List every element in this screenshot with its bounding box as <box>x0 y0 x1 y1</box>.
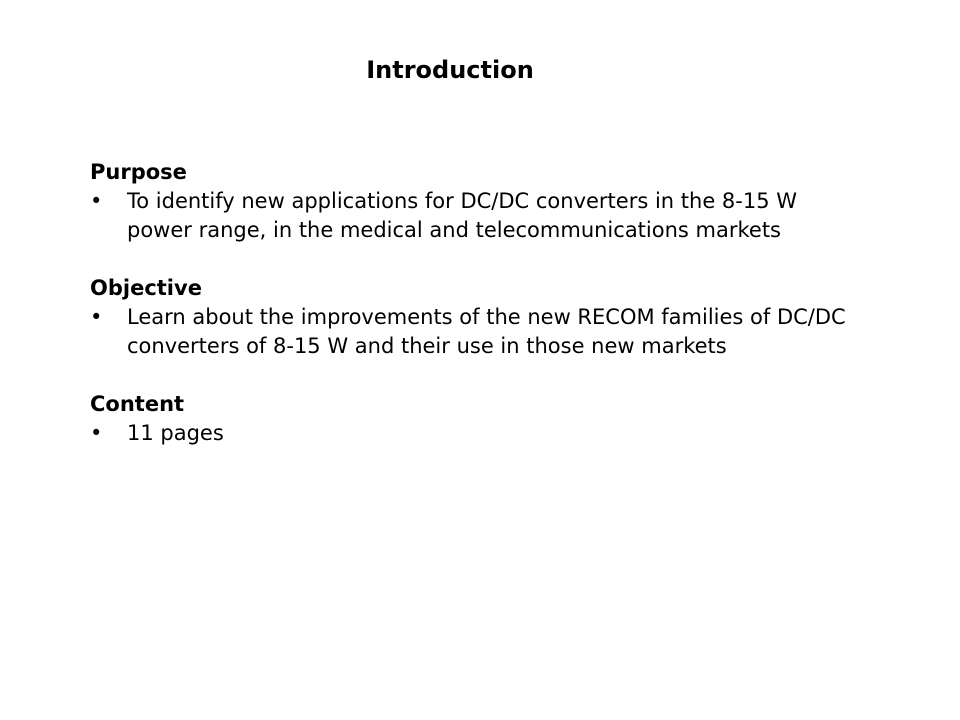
bullet-item-content <box>90 419 850 448</box>
slide-title: Introduction <box>366 56 534 84</box>
bullet-item-objective <box>90 303 850 361</box>
bullet-text-objective: Learn about the improvements of the new RECOM families of DC/DC converters of 8-15 W and their use in those new markets <box>127 305 846 358</box>
bullet-dot-icon: • <box>90 421 103 445</box>
section-objective <box>90 274 850 361</box>
bullet-text-purpose: To identify new applications for DC/DC converters in the 8-15 W power range, in the medical and telecommunications markets <box>127 189 798 242</box>
section-heading-purpose: Purpose <box>90 160 187 184</box>
bullet-dot-icon: • <box>90 189 103 213</box>
section-heading-objective: Objective <box>90 276 202 300</box>
section-content <box>90 390 850 448</box>
section-purpose <box>90 158 850 245</box>
slide-content <box>90 158 850 477</box>
bullet-text-content: 11 pages <box>127 421 224 445</box>
bullet-dot-icon: • <box>90 305 103 329</box>
section-heading-content: Content <box>90 392 185 416</box>
bullet-item-purpose <box>90 187 850 245</box>
